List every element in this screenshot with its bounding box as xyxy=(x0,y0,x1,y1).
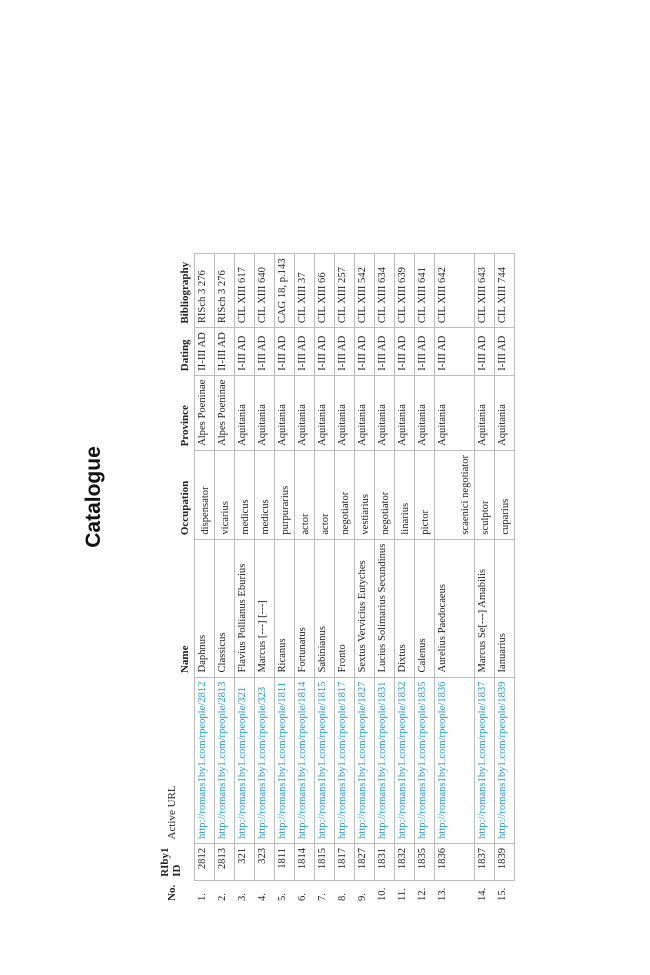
cell-name: Ianuarius xyxy=(495,539,515,677)
cell-url[interactable]: http://romans1by1.com/rpeople/323 xyxy=(255,677,275,843)
cell-no: 2. xyxy=(215,881,235,905)
cell-id: 1815 xyxy=(315,843,335,880)
cell-dating: I-III AD xyxy=(255,328,275,376)
cell-bibliography: CIL XIII 639 xyxy=(395,254,415,328)
cell-no: 14. xyxy=(475,881,495,905)
cell-bibliography: CIL XIII 37 xyxy=(295,254,315,328)
cell-url[interactable]: http://romans1by1.com/rpeople/2812 xyxy=(195,677,215,843)
cell-url[interactable]: http://romans1by1.com/rpeople/1814 xyxy=(295,677,315,843)
table-row xyxy=(495,254,515,905)
cell-bibliography: RISch 3 276 xyxy=(215,254,235,328)
cell-occupation: vicarius xyxy=(215,450,235,539)
cell-dating: II-III AD xyxy=(215,328,235,376)
header-id: RIby1 ID xyxy=(159,847,183,877)
cell-province: Alpes Poeninae xyxy=(215,375,235,450)
cell-id: 1832 xyxy=(395,843,415,880)
page-title-text: Catalogue xyxy=(82,446,105,548)
header-no: No. xyxy=(165,884,178,901)
cell-id: 2813 xyxy=(215,843,235,880)
cell-bibliography: CIL XIII 617 xyxy=(235,254,255,328)
cell-dating: I-III AD xyxy=(395,328,415,376)
cell-id: 2812 xyxy=(195,843,215,880)
cell-occupation: linarius xyxy=(395,450,415,539)
cell-name: Calenus xyxy=(415,539,435,677)
cell-no: 12. xyxy=(415,881,435,905)
cell-province: Aquitania xyxy=(395,375,415,450)
cell-url[interactable]: http://romans1by1.com/rpeople/1837 xyxy=(475,677,495,843)
cell-id: 323 xyxy=(255,843,275,880)
cell-occupation: pictor xyxy=(415,450,435,539)
cell-province: Aquitania xyxy=(235,375,255,450)
cell-id: 1837 xyxy=(475,843,495,880)
cell-name: Flavius Pollianus Eburius xyxy=(235,539,255,677)
header-province: Province xyxy=(179,405,192,447)
cell-name: Classicus xyxy=(215,539,235,677)
table-header-row xyxy=(150,254,195,905)
table-row xyxy=(255,254,275,905)
cell-url[interactable]: http://romans1by1.com/rpeople/1839 xyxy=(495,677,515,843)
cell-bibliography: CIL XIII 257 xyxy=(335,254,355,328)
cell-dating: I-III AD xyxy=(475,328,495,376)
cell-bibliography: RISch 3 276 xyxy=(195,254,215,328)
table-row xyxy=(395,254,415,905)
table-row xyxy=(275,254,295,905)
cell-url[interactable]: http://romans1by1.com/rpeople/1836 xyxy=(435,677,475,843)
cell-occupation: dispensator xyxy=(195,450,215,539)
cell-id: 1814 xyxy=(295,843,315,880)
table-row xyxy=(335,254,355,905)
cell-url[interactable]: http://romans1by1.com/rpeople/321 xyxy=(235,677,255,843)
catalogue-table xyxy=(150,253,515,905)
cell-occupation: cuparius xyxy=(495,450,515,539)
cell-name: Lucius Solimarius Secundinus xyxy=(375,539,395,677)
table-row xyxy=(315,254,335,905)
cell-province: Aquitania xyxy=(315,375,335,450)
cell-name: Marcus Se[---] Amabilis xyxy=(475,539,495,677)
cell-no: 11. xyxy=(395,881,415,905)
cell-dating: I-III AD xyxy=(295,328,315,376)
cell-url[interactable]: http://romans1by1.com/rpeople/1817 xyxy=(335,677,355,843)
cell-no: 7. xyxy=(315,881,335,905)
cell-name: Fortunatus xyxy=(295,539,315,677)
cell-url[interactable]: http://romans1by1.com/rpeople/1831 xyxy=(375,677,395,843)
cell-dating: I-III AD xyxy=(275,328,295,376)
cell-id: 321 xyxy=(235,843,255,880)
cell-occupation: actor xyxy=(315,450,335,539)
cell-bibliography: CAG 18, p.143 xyxy=(275,254,295,328)
table-row xyxy=(415,254,435,905)
cell-dating: I-III AD xyxy=(315,328,335,376)
cell-url[interactable]: http://romans1by1.com/rpeople/1832 xyxy=(395,677,415,843)
cell-occupation: negotiator xyxy=(335,450,355,539)
cell-bibliography: CIL XIII 642 xyxy=(435,254,475,328)
cell-bibliography: CIL XIII 640 xyxy=(255,254,275,328)
cell-province: Aquitania xyxy=(415,375,435,450)
cell-no: 5. xyxy=(275,881,295,905)
cell-id: 1839 xyxy=(495,843,515,880)
table-row xyxy=(195,254,215,905)
cell-name: Sextus Vervicius Eutyches xyxy=(355,539,375,677)
cell-url[interactable]: http://romans1by1.com/rpeople/2813 xyxy=(215,677,235,843)
cell-dating: II-III AD xyxy=(195,328,215,376)
cell-province: Aquitania xyxy=(435,375,475,450)
cell-name: Daphnus xyxy=(195,539,215,677)
cell-no: 8. xyxy=(335,881,355,905)
cell-province: Aquitania xyxy=(355,375,375,450)
cell-no: 9. xyxy=(355,881,375,905)
cell-bibliography: CIL XIII 66 xyxy=(315,254,335,328)
cell-name: Sabinianus xyxy=(315,539,335,677)
cell-dating: I-III AD xyxy=(355,328,375,376)
cell-bibliography: CIL XIII 643 xyxy=(475,254,495,328)
cell-occupation: purpurarius xyxy=(275,450,295,539)
table-row xyxy=(375,254,395,905)
cell-id: 1811 xyxy=(275,843,295,880)
cell-url[interactable]: http://romans1by1.com/rpeople/1811 xyxy=(275,677,295,843)
cell-no: 4. xyxy=(255,881,275,905)
header-occupation: Occupation xyxy=(179,480,192,536)
header-url: Active URL xyxy=(165,785,178,840)
cell-dating: I-III AD xyxy=(435,328,475,376)
cell-province: Aquitania xyxy=(275,375,295,450)
cell-bibliography: CIL XIII 634 xyxy=(375,254,395,328)
cell-name: Ricanus xyxy=(275,539,295,677)
catalogue-table-rotated xyxy=(150,253,515,905)
table-body xyxy=(195,254,515,905)
cell-name: Dixtus xyxy=(395,539,415,677)
cell-occupation: medicus xyxy=(255,450,275,539)
cell-id: 1836 xyxy=(435,843,475,880)
cell-no: 6. xyxy=(295,881,315,905)
cell-occupation: vestiarius xyxy=(355,450,375,539)
table-row xyxy=(435,254,475,905)
cell-id: 1831 xyxy=(375,843,395,880)
cell-province: Aquitania xyxy=(495,375,515,450)
cell-no: 1. xyxy=(195,881,215,905)
cell-url[interactable]: http://romans1by1.com/rpeople/1835 xyxy=(415,677,435,843)
cell-bibliography: CIL XIII 542 xyxy=(355,254,375,328)
cell-province: Aquitania xyxy=(335,375,355,450)
cell-dating: I-III AD xyxy=(375,328,395,376)
cell-no: 3. xyxy=(235,881,255,905)
cell-name: Marcus [---] [---] xyxy=(255,539,275,677)
cell-no: 10. xyxy=(375,881,395,905)
cell-name: Aurelius Paedocaeus xyxy=(435,539,475,677)
cell-occupation: negotiator xyxy=(375,450,395,539)
cell-dating: I-III AD xyxy=(235,328,255,376)
table-row xyxy=(235,254,255,905)
cell-occupation: sculptor xyxy=(475,450,495,539)
cell-bibliography: CIL XIII 744 xyxy=(495,254,515,328)
cell-occupation: actor xyxy=(295,450,315,539)
cell-province: Aquitania xyxy=(475,375,495,450)
cell-province: Aquitania xyxy=(295,375,315,450)
cell-id: 1835 xyxy=(415,843,435,880)
cell-url[interactable]: http://romans1by1.com/rpeople/1815 xyxy=(315,677,335,843)
cell-occupation: medicus xyxy=(235,450,255,539)
cell-bibliography: CIL XIII 641 xyxy=(415,254,435,328)
cell-no: 13. xyxy=(435,881,475,905)
cell-no: 15. xyxy=(495,881,515,905)
cell-province: Alpes Poeninae xyxy=(195,375,215,450)
cell-name: Fronto xyxy=(335,539,355,677)
cell-dating: I-III AD xyxy=(495,328,515,376)
cell-url[interactable]: http://romans1by1.com/rpeople/1827 xyxy=(355,677,375,843)
header-name: Name xyxy=(179,645,192,674)
table-row xyxy=(215,254,235,905)
cell-dating: I-III AD xyxy=(335,328,355,376)
table-row xyxy=(295,254,315,905)
cell-occupation: scaenici negotiator xyxy=(435,450,475,539)
cell-province: Aquitania xyxy=(255,375,275,450)
header-dating: Dating xyxy=(179,339,192,372)
table-row xyxy=(475,254,495,905)
cell-province: Aquitania xyxy=(375,375,395,450)
header-bibliography: Bibliography xyxy=(179,261,192,324)
cell-dating: I-III AD xyxy=(415,328,435,376)
cell-id: 1817 xyxy=(335,843,355,880)
cell-id: 1827 xyxy=(355,843,375,880)
table-row xyxy=(355,254,375,905)
